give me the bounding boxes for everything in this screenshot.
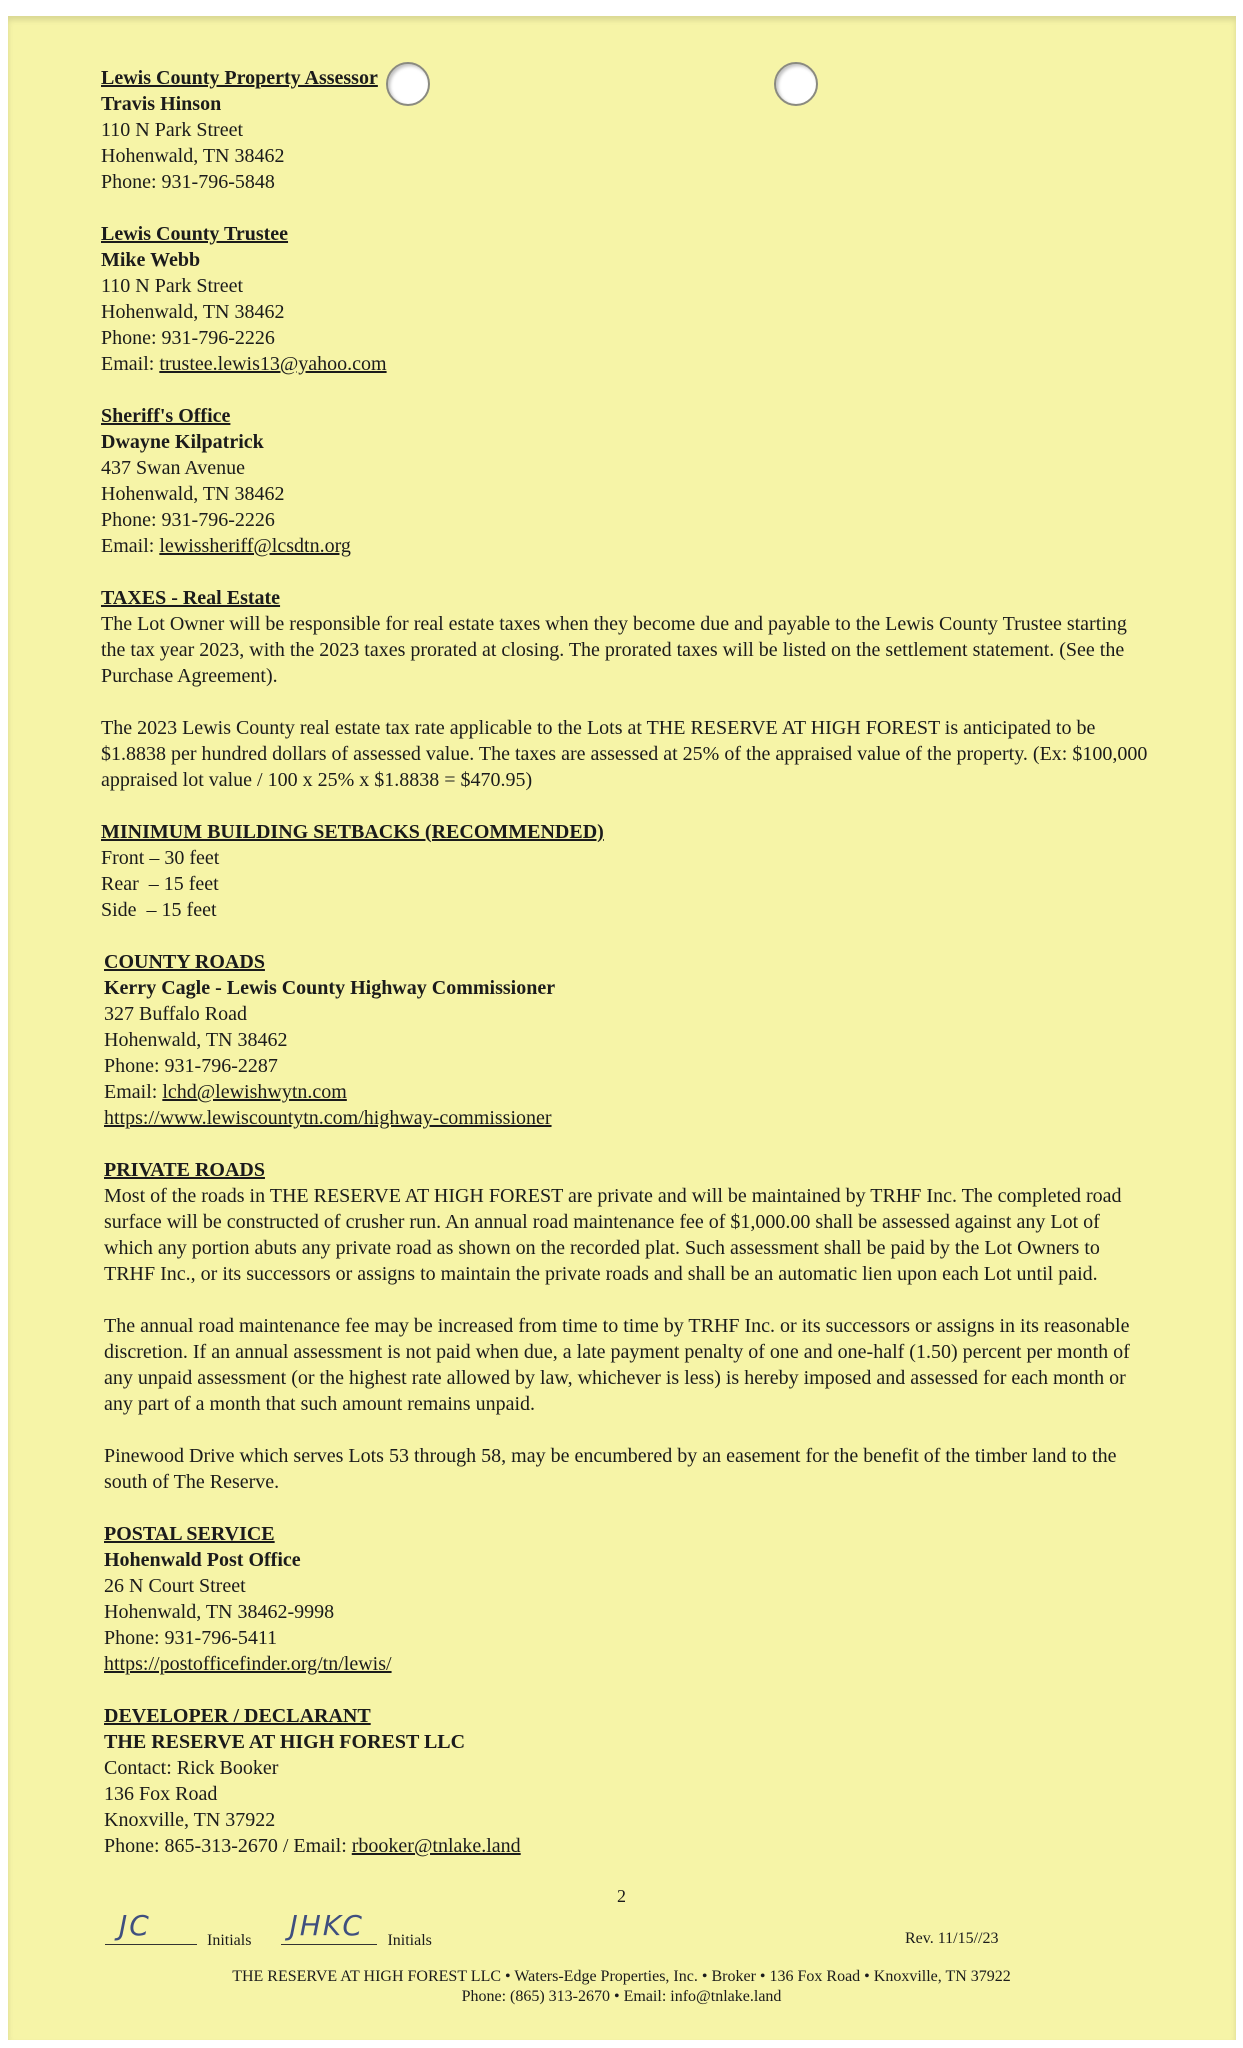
page-number: 2 xyxy=(617,1886,626,1906)
sheriff-email-line xyxy=(101,533,1151,559)
setbacks-section xyxy=(101,819,1151,923)
initials-label-2: Initials xyxy=(387,1932,432,1949)
initials-signature-1: JC xyxy=(119,1909,151,1942)
sheriff-name: Dwayne Kilpatrick xyxy=(101,431,264,453)
developer-name: THE RESERVE AT HIGH FOREST LLC xyxy=(104,1731,466,1753)
initials-signature-2: JHKC xyxy=(289,1909,364,1942)
developer-section xyxy=(101,1703,1151,1859)
taxes-heading: TAXES - Real Estate xyxy=(101,587,281,609)
private-roads-paragraph-2: The annual road maintenance fee may be increased from time to time by TRHF Inc. or its successors or assigns in its reasonable discretion. If an annual assessment is not paid when due, a late payment penalty of one and one-half (1.50) percent per month of any unpaid assessment (or the highest rate allowed by law, whichever is less) is hereby imposed and assessed for each month or any part of a month that such amount remains unpaid. xyxy=(104,1315,1130,1415)
postal-city: Hohenwald, TN 38462-9998 xyxy=(104,1601,335,1623)
trustee-phone: Phone: 931-796-2226 xyxy=(101,327,275,349)
postal-name: Hohenwald Post Office xyxy=(104,1549,301,1571)
county-roads-street: 327 Buffalo Road xyxy=(104,1003,247,1025)
initials-label-1: Initials xyxy=(207,1932,252,1949)
initials-row xyxy=(105,1909,432,1952)
trustee-street: 110 N Park Street xyxy=(101,275,244,297)
sheriff-section xyxy=(101,403,1151,559)
postal-section xyxy=(101,1521,1151,1677)
county-roads-heading: COUNTY ROADS xyxy=(104,951,265,973)
county-roads-city: Hohenwald, TN 38462 xyxy=(104,1029,288,1051)
sheriff-city: Hohenwald, TN 38462 xyxy=(101,483,285,505)
taxes-paragraph-1: The Lot Owner will be responsible for real estate taxes when they become due and payable to the Lewis County Trustee starting the tax year 2023, with the 2023 taxes prorated at closing. The prorated taxes will be listed on the settlement statement. (See the Purchase Agreement). xyxy=(101,613,1127,687)
developer-email-link[interactable]: rbooker@tnlake.land xyxy=(351,1835,521,1857)
postal-url-link[interactable]: https://postofficefinder.org/tn/lewis/ xyxy=(104,1653,392,1675)
private-roads-heading: PRIVATE ROADS xyxy=(104,1159,265,1181)
trustee-email-link[interactable]: trustee.lewis13@yahoo.com xyxy=(159,353,387,375)
county-roads-name: Kerry Cagle - Lewis County Highway Commissioner xyxy=(104,977,556,999)
sheriff-heading: Sheriff's Office xyxy=(101,405,231,427)
developer-heading: DEVELOPER / DECLARANT xyxy=(104,1705,371,1727)
trustee-email-label: Email: xyxy=(101,353,160,375)
setbacks-heading: MINIMUM BUILDING SETBACKS (RECOMMENDED) xyxy=(101,821,604,843)
developer-contact: Contact: Rick Booker xyxy=(104,1757,279,1779)
assessor-city: Hohenwald, TN 38462 xyxy=(101,145,285,167)
private-roads-section xyxy=(101,1157,1151,1495)
assessor-heading: Lewis County Property Assessor xyxy=(101,67,378,89)
document-content xyxy=(101,65,1151,1859)
footer-line-2: Phone: (865) 313-2670 • Email: info@tnlake.land xyxy=(461,1988,782,2005)
developer-phone-label: Phone: 865-313-2670 / Email: xyxy=(104,1835,352,1857)
county-roads-phone: Phone: 931-796-2287 xyxy=(104,1055,278,1077)
sheriff-email-label: Email: xyxy=(101,535,160,557)
initials-field-2 xyxy=(281,1909,432,1950)
setback-side: Side – 15 feet xyxy=(101,899,217,921)
postal-street: 26 N Court Street xyxy=(104,1575,246,1597)
setback-front: Front – 30 feet xyxy=(101,847,220,869)
footer-line-1: THE RESERVE AT HIGH FOREST LLC • Waters-Edge Properties, Inc. • Broker • 136 Fox Road • Knoxville, TN 37922 xyxy=(232,1968,1011,1985)
sheriff-street: 437 Swan Avenue xyxy=(101,457,246,479)
trustee-email-line xyxy=(101,351,1151,377)
taxes-paragraph-2: The 2023 Lewis County real estate tax rate applicable to the Lots at THE RESERVE AT HIGH FOREST is anticipated to be $1.8838 per hundred dollars of assessed value. The taxes are assessed at 25% of the appraised value of the property. (Ex: $100,000 appraised lot value / 100 x 25% x $1.8838 = $470.95) xyxy=(101,717,1148,791)
sheriff-email-link[interactable]: lewissheriff@lcsdtn.org xyxy=(159,535,351,557)
county-roads-email-line xyxy=(104,1079,1151,1105)
assessor-street: 110 N Park Street xyxy=(101,119,244,141)
trustee-heading: Lewis County Trustee xyxy=(101,223,289,245)
postal-heading: POSTAL SERVICE xyxy=(104,1523,275,1545)
initials-line-1 xyxy=(105,1909,197,1945)
assessor-name: Travis Hinson xyxy=(101,93,222,115)
trustee-section xyxy=(101,221,1151,377)
taxes-section xyxy=(101,585,1151,793)
county-roads-email-label: Email: xyxy=(104,1081,163,1103)
initials-field-1 xyxy=(105,1909,252,1950)
county-roads-section xyxy=(101,949,1151,1131)
private-roads-paragraph-1: Most of the roads in THE RESERVE AT HIGH FOREST are private and will be maintained by TRHF Inc. The completed road surface will be constructed of crusher run. An annual road maintenance fee of $1,000.00 shall be assessed against any Lot of which any portion abuts any private road as shown on the recorded plat. Such assessment shall be paid by the Lot Owners to TRHF Inc., or its successors or assigns to maintain the private roads and shall be an automatic lien upon each Lot until paid. xyxy=(104,1185,1122,1285)
county-roads-email-link[interactable]: lchd@lewishwytn.com xyxy=(162,1081,347,1103)
revision-date: Rev. 11/15//23 xyxy=(905,1930,999,1947)
assessor-phone: Phone: 931-796-5848 xyxy=(101,171,275,193)
county-roads-url-link[interactable]: https://www.lewiscountytn.com/highway-commissioner xyxy=(104,1107,552,1129)
assessor-section xyxy=(101,65,1151,195)
trustee-name: Mike Webb xyxy=(101,249,201,271)
trustee-city: Hohenwald, TN 38462 xyxy=(101,301,285,323)
postal-phone: Phone: 931-796-5411 xyxy=(104,1627,278,1649)
developer-city: Knoxville, TN 37922 xyxy=(104,1809,276,1831)
setback-rear: Rear – 15 feet xyxy=(101,873,219,895)
developer-phone-email-line xyxy=(104,1833,1151,1859)
sheriff-phone: Phone: 931-796-2226 xyxy=(101,509,275,531)
initials-line-2 xyxy=(281,1909,377,1945)
developer-street: 136 Fox Road xyxy=(104,1783,218,1805)
private-roads-paragraph-3: Pinewood Drive which serves Lots 53 through 58, may be encumbered by an easement for the benefit of the timber land to the south of The Reserve. xyxy=(104,1445,1117,1493)
page-footer xyxy=(0,1967,1243,2007)
